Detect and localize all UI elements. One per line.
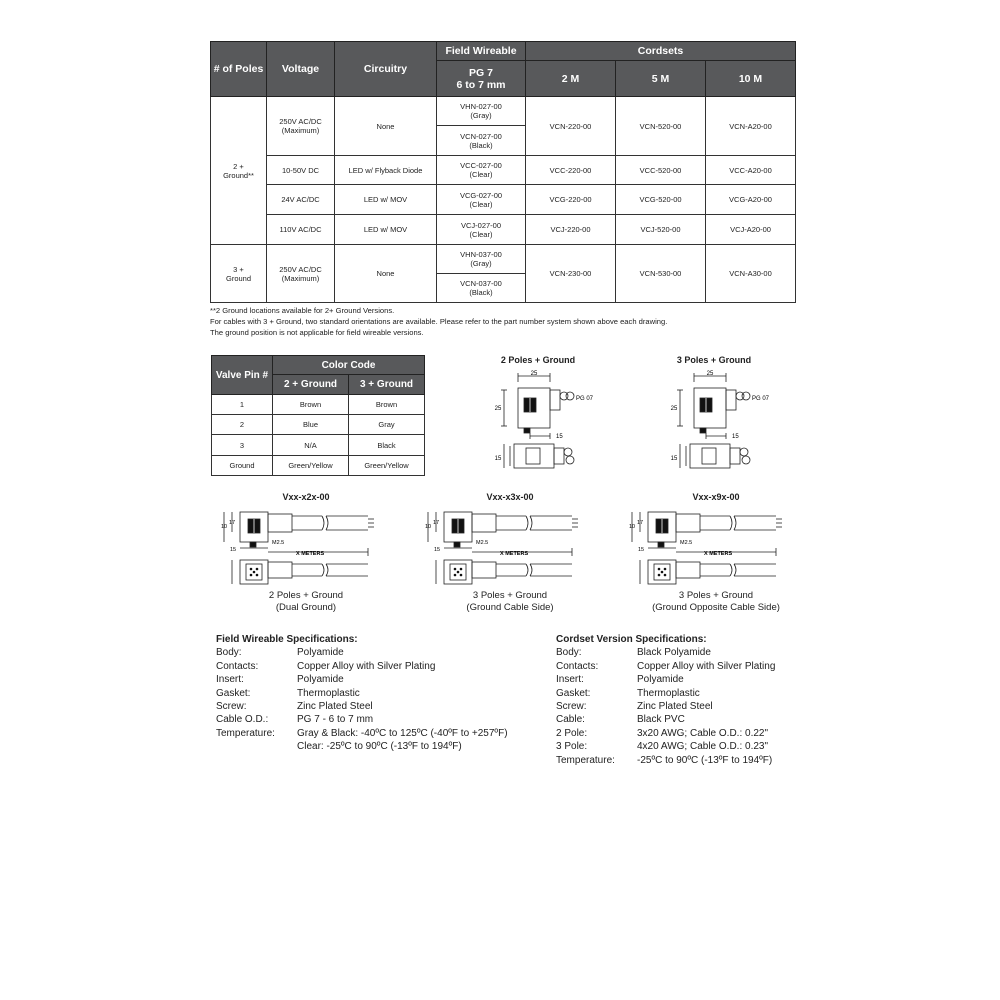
- dim-label: 15: [434, 547, 441, 553]
- header-voltage: Voltage: [267, 42, 335, 97]
- table-cell: LED w/ MOV: [335, 215, 437, 245]
- cordset-specs-title: Cordset Version Specifications:: [556, 634, 707, 645]
- spec-row: Clear: -25ºC to 90ºC (-13ºF to 194ºF): [297, 741, 462, 753]
- dim-label: 15: [230, 547, 237, 553]
- header-3-ground: 3 + Ground: [349, 375, 425, 395]
- spec-row: Insert: Polyamide: [556, 674, 684, 686]
- spec-row: Screw: Zinc Plated Steel: [556, 701, 713, 713]
- dim-label: X METERS: [500, 551, 529, 557]
- dim-label: X METERS: [704, 551, 733, 557]
- dim-label: PG 07: [752, 396, 770, 402]
- dim-label: M2.5: [680, 540, 693, 546]
- table-cell: VCG-027-00 (Clear): [437, 185, 526, 215]
- table-cell: Blue: [273, 415, 349, 435]
- spec-row: Body: Black Polyamide: [556, 647, 711, 659]
- header-10m: 10 M: [706, 61, 796, 97]
- table-cell: VCG-A20-00: [706, 185, 796, 215]
- dim-label: 10: [629, 524, 636, 530]
- table-cell: N/A: [273, 435, 349, 456]
- cable-title-1: Vxx-x2x-00: [282, 492, 330, 502]
- header-field-wireable: Field Wireable: [437, 42, 526, 61]
- table-cell: VCC-220-00: [526, 156, 616, 185]
- field-wireable-specs: [216, 633, 536, 754]
- dim-label: PG 07: [576, 396, 594, 402]
- dim-label: 10: [425, 524, 432, 530]
- header-pg7: PG 7 6 to 7 mm: [437, 61, 526, 97]
- footnote-3: The ground position is not applicable for field wireable versions.: [210, 328, 424, 337]
- dim-label: 15: [670, 456, 678, 462]
- dim-label: 15: [732, 434, 739, 440]
- table-cell: VCC-520-00: [616, 156, 706, 185]
- dim-label: 17: [637, 520, 644, 526]
- poles-3-ground: 3 + Ground: [211, 245, 267, 303]
- spec-row: Cable O.D.: PG 7 - 6 to 7 mm: [216, 714, 374, 726]
- table-cell: Brown: [273, 395, 349, 415]
- field-specs-title: Field Wireable Specifications:: [216, 634, 358, 645]
- table-cell: Black: [349, 435, 425, 456]
- spec-row: 2 Pole: 3x20 AWG; Cable O.D.: 0.22": [556, 727, 769, 739]
- table-cell: 10-50V DC: [267, 156, 335, 185]
- dim-label: 25: [670, 406, 678, 412]
- table-cell: LED w/ Flyback Diode: [335, 156, 437, 185]
- drawing-title-3-poles: 3 Poles + Ground: [676, 355, 752, 365]
- table-cell: None: [335, 97, 437, 156]
- valve-pin-table: [211, 355, 425, 476]
- footnote-2: For cables with 3 + Ground, two standard orientations are available. Please refer to the part number system shown above each drawing.: [210, 317, 668, 326]
- table-cell: VCN-A20-00: [706, 97, 796, 156]
- dim-label: 25: [706, 371, 714, 377]
- table-cell: VCN-530-00: [616, 245, 706, 303]
- dim-label: 15: [638, 547, 645, 553]
- dim-label: 17: [433, 520, 440, 526]
- table-cell: VCJ-220-00: [526, 215, 616, 245]
- spec-row: Temperature: Gray & Black: -40ºC to 125ºC (-40ºF to +257ºF): [216, 727, 508, 739]
- table-cell: VCN-230-00: [526, 245, 616, 303]
- table-cell: VCN-520-00: [616, 97, 706, 156]
- dim-label: 10: [221, 524, 228, 530]
- table-cell: Gray: [349, 415, 425, 435]
- footnote-1: **2 Ground locations available for 2+ Ground Versions.: [210, 306, 395, 315]
- header-2-ground: 2 + Ground: [273, 375, 349, 395]
- cable-drawing-3: [626, 504, 788, 588]
- dim-label: X METERS: [296, 551, 325, 557]
- table-cell: 110V AC/DC: [267, 215, 335, 245]
- part-number-table: [210, 41, 796, 303]
- dim-label: 15: [494, 456, 502, 462]
- spec-row: Gasket: Thermoplastic: [216, 687, 360, 699]
- table-cell: VHN-037-00 (Gray): [437, 245, 526, 274]
- cable-caption-1: 2 Poles + Ground (Dual Ground): [268, 590, 344, 613]
- cable-caption-3: 3 Poles + Ground (Ground Opposite Cable Side): [652, 590, 780, 613]
- table-cell: VCC-027-00 (Clear): [437, 156, 526, 185]
- header-color-code: Color Code: [273, 356, 425, 375]
- header-circuitry: Circuitry: [335, 42, 437, 97]
- table-cell: Brown: [349, 395, 425, 415]
- connector-drawing-2-poles: [490, 366, 610, 478]
- table-cell: Ground: [212, 456, 273, 476]
- connector-drawing-3-poles: [666, 366, 786, 478]
- spec-row: Temperature: -25ºC to 90ºC (-13ºF to 194ºF): [556, 754, 773, 766]
- table-cell: Green/Yellow: [349, 456, 425, 476]
- table-cell: VCN-027-00 (Black): [437, 126, 526, 156]
- table-cell: LED w/ MOV: [335, 185, 437, 215]
- table-cell: 250V AC/DC (Maximum): [267, 97, 335, 156]
- header-5m: 5 M: [616, 61, 706, 97]
- table-cell: VCJ-027-00 (Clear): [437, 215, 526, 245]
- spec-row: 3 Pole: 4x20 AWG; Cable O.D.: 0.23": [556, 741, 769, 753]
- header-2m: 2 M: [526, 61, 616, 97]
- table-cell: 24V AC/DC: [267, 185, 335, 215]
- table-footnotes: [210, 305, 667, 338]
- spec-row: Contacts: Copper Alloy with Silver Plating: [216, 660, 436, 672]
- spec-row: Contacts: Copper Alloy with Silver Plating: [556, 660, 776, 672]
- spec-row: Cable: Black PVC: [556, 714, 685, 726]
- cable-drawing-1: [218, 504, 380, 588]
- dim-label: M2.5: [476, 540, 489, 546]
- header-valve-pin: Valve Pin #: [212, 356, 273, 395]
- table-cell: VCJ-A20-00: [706, 215, 796, 245]
- spec-row: Body: Polyamide: [216, 647, 344, 659]
- header-poles: # of Poles: [211, 42, 267, 97]
- table-cell: VHN-027-00 (Gray): [437, 97, 526, 126]
- poles-2-ground: 2 + Ground**: [211, 97, 267, 245]
- table-cell: VCG-520-00: [616, 185, 706, 215]
- table-cell: VCG-220-00: [526, 185, 616, 215]
- dim-label: 25: [530, 371, 538, 377]
- spec-row: Screw: Zinc Plated Steel: [216, 701, 373, 713]
- spec-row: Gasket: Thermoplastic: [556, 687, 700, 699]
- cordset-specs: [556, 633, 796, 767]
- cable-caption-2: 3 Poles + Ground (Ground Cable Side): [466, 590, 554, 613]
- cable-title-3: Vxx-x9x-00: [692, 492, 740, 502]
- cable-drawing-2: [422, 504, 584, 588]
- table-cell: VCN-220-00: [526, 97, 616, 156]
- table-cell: VCN-A30-00: [706, 245, 796, 303]
- table-cell: VCJ-520-00: [616, 215, 706, 245]
- table-cell: VCC-A20-00: [706, 156, 796, 185]
- cable-title-2: Vxx-x3x-00: [486, 492, 534, 502]
- table-cell: 1: [212, 395, 273, 415]
- table-cell: None: [335, 245, 437, 303]
- table-cell: Green/Yellow: [273, 456, 349, 476]
- dim-label: 17: [229, 520, 236, 526]
- table-cell: VCN-037-00 (Black): [437, 274, 526, 303]
- table-cell: 2: [212, 415, 273, 435]
- header-cordsets: Cordsets: [526, 42, 796, 61]
- dim-label: M2.5: [272, 540, 285, 546]
- drawing-title-2-poles: 2 Poles + Ground: [500, 355, 576, 365]
- spec-row: Insert: Polyamide: [216, 674, 344, 686]
- dim-label: 25: [494, 406, 502, 412]
- table-cell: 250V AC/DC (Maximum): [267, 245, 335, 303]
- dim-label: 15: [556, 434, 563, 440]
- table-cell: 3: [212, 435, 273, 456]
